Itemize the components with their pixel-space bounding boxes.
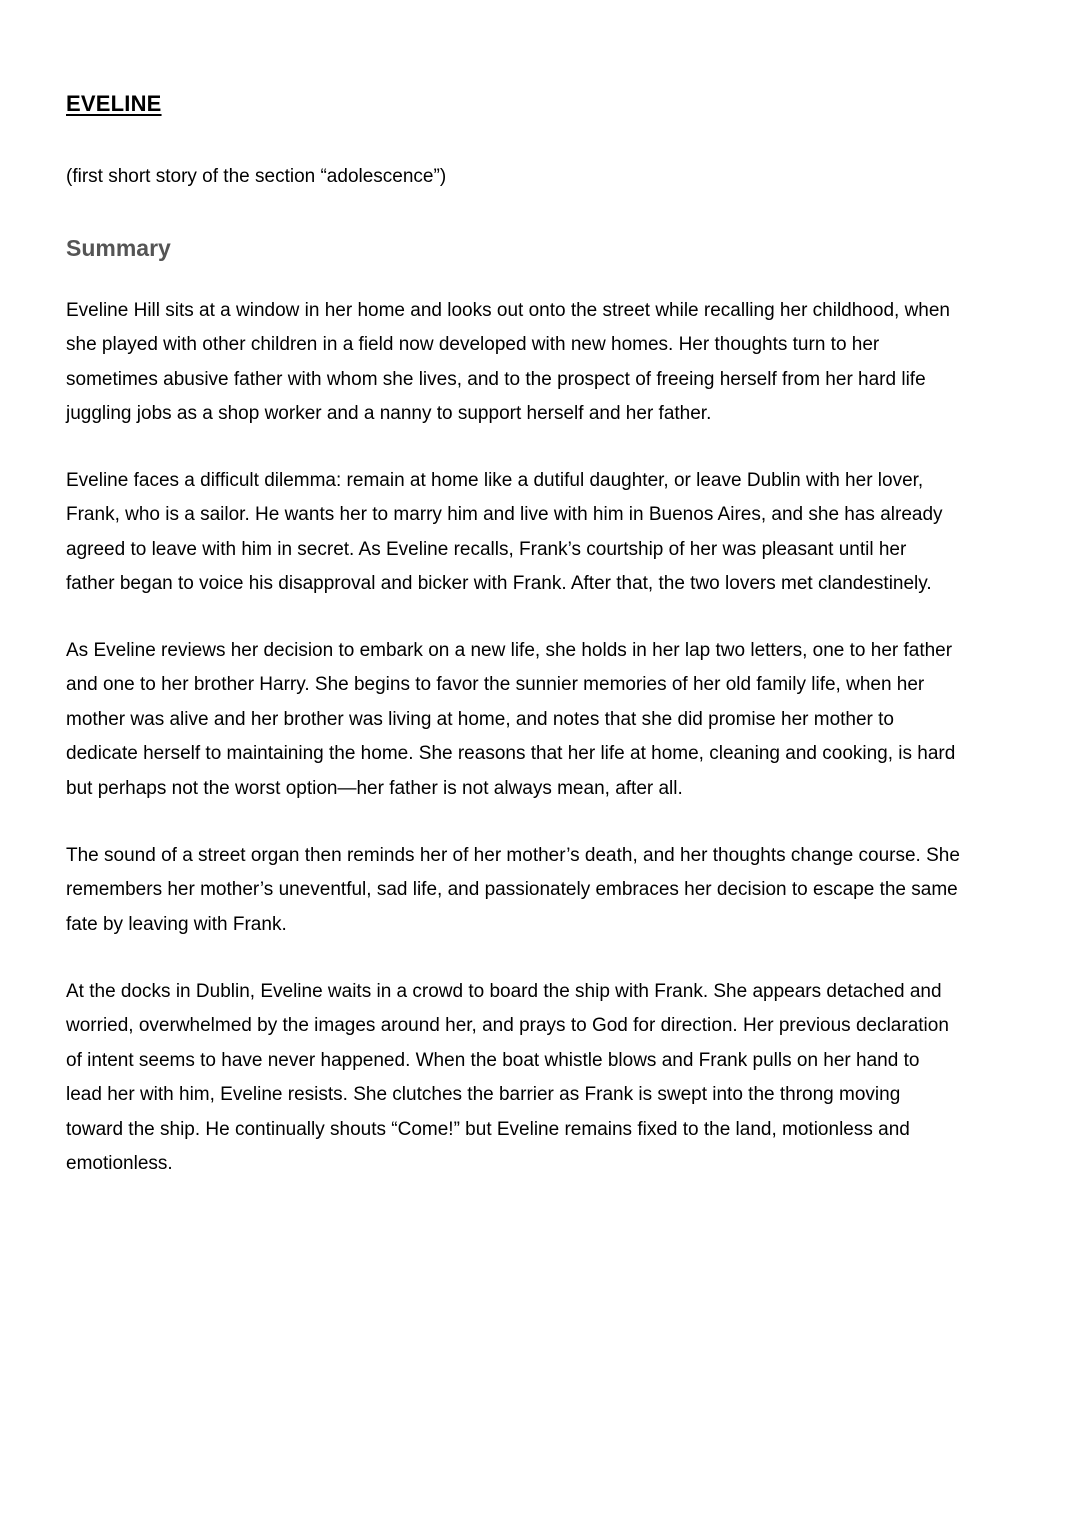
document-subtitle: (first short story of the section “adolescence”) bbox=[66, 166, 447, 187]
summary-paragraph-3: As Eveline reviews her decision to embark on a new life, she holds in her lap two letters, one to her father and one to her brother Harry. She begins to favor the sunnier memories of her old family life, when her mother was alive and her brother was living at home, and notes that she did promise her mother to dedicate herself to maintaining the home. She reasons that her life at home, cleaning and cooking, is hard but perhaps not the worst option—her father is not always mean, after all. bbox=[66, 640, 956, 799]
summary-paragraph-2: Eveline faces a difficult dilemma: remain at home like a dutiful daughter, or leave Dublin with her lover, Frank, who is a sailor. He wants her to marry him and live with him in Buenos Aires, and she has already agreed to leave with him in secret. As Eveline recalls, Frank’s courtship of her was pleasant until her father began to voice his disapproval and bicker with Frank. After that, the two lovers met clandestinely. bbox=[66, 470, 943, 595]
summary-paragraph-1: Eveline Hill sits at a window in her home and looks out onto the street while recalling her childhood, when she played with other children in a field now developed with new homes. Her thoughts turn to her sometimes abusive father with whom she lives, and to the prospect of freeing herself from her hard life juggling jobs as a shop worker and a nanny to support herself and her father. bbox=[66, 300, 950, 425]
summary-paragraph-4: The sound of a street organ then reminds her of her mother’s death, and her thoughts change course. She remembers her mother’s uneventful, sad life, and passionately embraces her decision to escape the same fate by leaving with Frank. bbox=[66, 845, 960, 935]
document-title: EVELINE bbox=[66, 91, 162, 116]
summary-paragraph-5: At the docks in Dublin, Eveline waits in a crowd to board the ship with Frank. She appears detached and worried, overwhelmed by the images around her, and prays to God for direction. Her previous declaration of intent seems to have never happened. When the boat whistle blows and Frank pulls on her hand to lead her with him, Eveline resists. She clutches the barrier as Frank is swept into the throng moving toward the ship. He continually shouts “Come!” but Eveline remains fixed to the land, motionless and emotionless. bbox=[66, 981, 949, 1175]
section-heading-summary: Summary bbox=[66, 235, 171, 261]
